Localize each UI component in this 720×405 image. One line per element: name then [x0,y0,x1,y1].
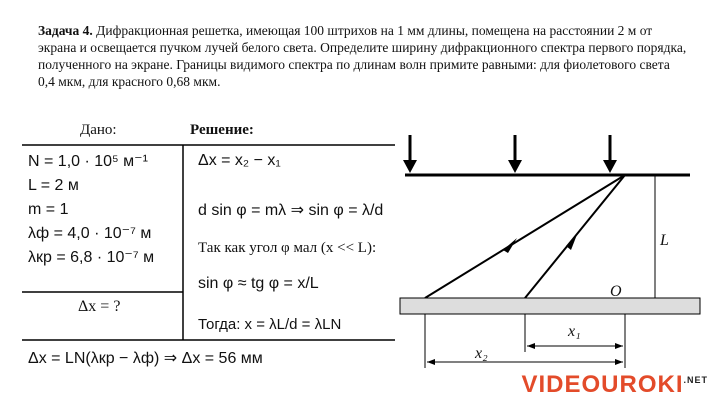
solution-line-2: d sin φ = mλ ⇒ sin φ = λ/d [198,202,384,219]
given-item: N = 1,0 · 10⁵ м⁻¹ [28,153,148,170]
label-O: O [610,283,622,300]
solution-line-3: Так как угол φ мал (x << L): [198,240,377,256]
solution-header: Решение: [190,122,254,138]
solution-line-5: Тогда: x = λL/d = λLN [198,316,342,333]
diffraction-diagram [395,130,715,375]
given-item: L = 2 м [28,177,79,194]
label-x1: x₁ [568,323,581,340]
problem-title: Задача 4. [38,23,93,38]
given-unknown: Δx = ? [78,298,121,315]
given-item: m = 1 [28,201,69,218]
videouroki-logo [521,371,708,399]
given-item: λф = 4,0 · 10⁻⁷ м [28,225,152,242]
label-x2: x₂ [475,345,488,362]
answer: Δx = LN(λкр − λф) ⇒ Δx = 56 мм [28,350,263,367]
given-list [28,150,154,270]
logo-text: VIDEOUROKI [521,371,684,398]
problem-body: Дифракционная решетка, имеющая 100 штрихов на 1 мм длины, помещена на расстоянии 2 м от экрана и освещается пучком лучей белого света. Определите ширину дифракционного спектра первого порядка, полученного на экране. Границы видимого спектра по длинам волн примите равными: для фиолетового света 0,4 мкм, для красного 0,68 мкм. [38,23,687,89]
label-L: L [660,232,669,249]
given-item: λкр = 6,8 · 10⁻⁷ м [28,249,155,266]
solution-line-4: sin φ ≈ tg φ = x/L [198,275,319,292]
given-header: Дано: [80,122,117,138]
solution-line-1: Δx = x₂ − x₁ [198,152,281,169]
logo-suffix: .NET [683,375,708,385]
